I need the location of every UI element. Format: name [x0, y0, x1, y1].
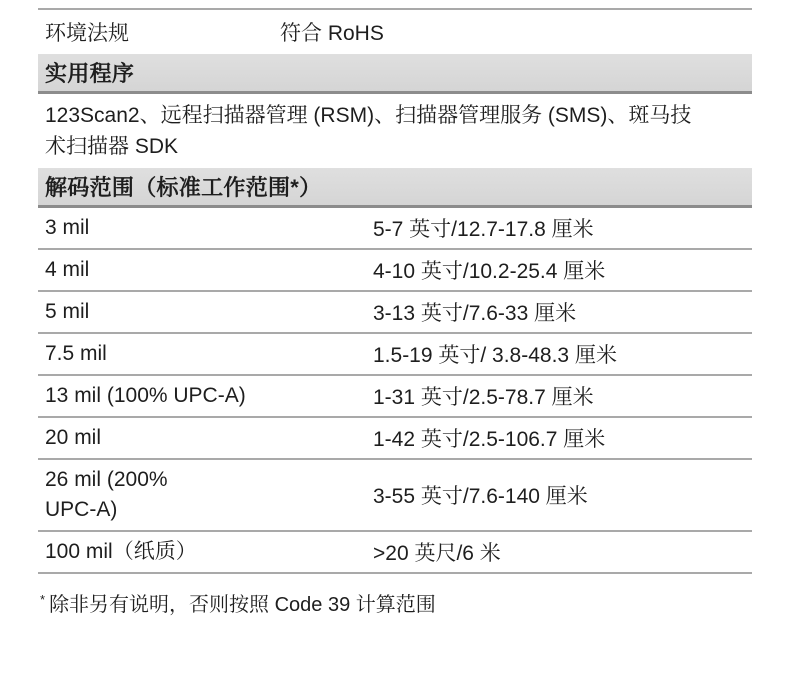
- spec-label: 环境法规: [45, 22, 129, 45]
- range-value: 5-7 英寸/12.7-17.8 厘米: [373, 218, 594, 241]
- range-label: [45, 376, 373, 416]
- table-row: [38, 532, 752, 574]
- range-label: [45, 532, 373, 572]
- decode-range-table: [38, 208, 752, 574]
- range-label-text: 13 mil (100% UPC-A): [45, 384, 246, 407]
- range-label: [45, 460, 373, 530]
- range-label-text: 4 mil: [45, 258, 90, 281]
- range-value: 3-13 英寸/7.6-33 厘米: [373, 302, 577, 325]
- spec-sheet-content: [38, 0, 752, 617]
- section-header-utilities: [38, 54, 752, 94]
- section-header-text: 实用程序: [45, 61, 135, 86]
- range-value: >20 英尺/6 米: [373, 542, 501, 565]
- table-row: [38, 376, 752, 418]
- range-label-text: 3 mil: [45, 216, 90, 239]
- table-row: [38, 418, 752, 460]
- table-row: [38, 460, 752, 532]
- range-value: 3-55 英寸/7.6-140 厘米: [373, 485, 588, 508]
- table-row: [38, 208, 752, 250]
- section-header-decode-range: [38, 168, 752, 208]
- range-label-text: 26 mil (200%: [45, 468, 168, 491]
- range-label-text: 100 mil（纸质）: [45, 540, 197, 563]
- range-label: [45, 292, 373, 332]
- range-label: [45, 208, 373, 248]
- range-value: 1.5-19 英寸/ 3.8-48.3 厘米: [373, 344, 617, 367]
- utilities-paragraph: 123Scan2、远程扫描器管理 (RSM)、扫描器管理服务 (SMS)、斑马技术扫描器 SDK: [45, 104, 692, 158]
- footnote-text: 除非另有说明，否则按照 Code 39 计算范围: [49, 594, 436, 616]
- range-label-text: 20 mil: [45, 426, 102, 449]
- range-label-text: 7.5 mil: [45, 342, 107, 365]
- spec-value: 符合 RoHS: [280, 22, 384, 45]
- table-row: [38, 292, 752, 334]
- range-value: 4-10 英寸/10.2-25.4 厘米: [373, 260, 606, 283]
- range-label: [45, 250, 373, 290]
- footnote-asterisk: *: [40, 592, 46, 607]
- range-label-text: UPC-A): [45, 498, 118, 521]
- range-label: [45, 334, 373, 374]
- footnote: [38, 588, 752, 617]
- table-row: [38, 334, 752, 376]
- table-row: [38, 250, 752, 292]
- range-value: 1-31 英寸/2.5-78.7 厘米: [373, 386, 594, 409]
- section-header-text: 解码范围（标准工作范围*）: [45, 175, 322, 200]
- range-label-text: 5 mil: [45, 300, 90, 323]
- range-value: 1-42 英寸/2.5-106.7 厘米: [373, 428, 606, 451]
- range-label: [45, 418, 373, 458]
- spec-row-environmental: [38, 10, 752, 54]
